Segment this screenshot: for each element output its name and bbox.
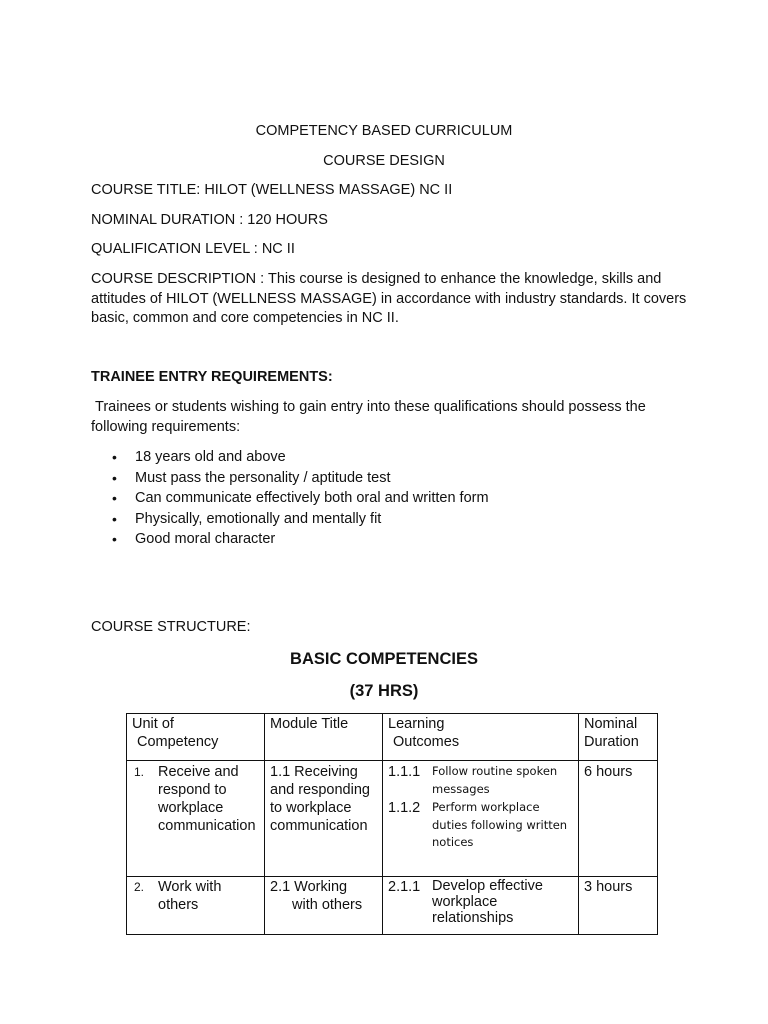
learning-outcome: [388, 763, 573, 798]
header-text: Competency: [137, 734, 219, 750]
learning-outcome: [388, 878, 573, 926]
competency-table: [126, 713, 658, 935]
module-text: 1.1 Receiving: [270, 764, 358, 780]
outcome-number: 1.1.1: [388, 764, 421, 780]
outcomes-cell: [383, 877, 579, 935]
outcome-number: 2.1.1: [388, 879, 421, 895]
requirements-heading: TRAINEE ENTRY REQUIREMENTS:: [91, 369, 333, 385]
unit-text: Receive and: [158, 764, 239, 780]
outcome-text: duties following written: [432, 817, 568, 832]
table-row: [127, 761, 658, 877]
unit-text: workplace: [158, 800, 224, 816]
outcome-text: workplace: [432, 894, 498, 910]
list-item: • Can communicate effectively both oral and written form: [91, 488, 489, 509]
unit-cell: [127, 877, 265, 935]
outcome-number: 1.1.2: [388, 800, 421, 816]
outcome-text: relationships: [432, 910, 514, 926]
list-item: • Physically, emotionally and mentally fit: [91, 509, 489, 530]
outcome-text: Perform workplace: [432, 800, 540, 814]
document-title: COMPETENCY BASED CURRICULUM: [255, 123, 513, 139]
header-text: Learning: [388, 716, 445, 732]
header-text: Unit of: [132, 716, 174, 732]
header-text: Module Title: [270, 716, 349, 732]
course-description: COURSE DESCRIPTION : This course is designed to enhance the knowledge, skills and attitudes of HILOT (WELLNESS MASSAGE) in accordance with industry standards. It covers basic, common and core competencies in NC II.: [91, 271, 687, 326]
duration-cell: 6 hours: [579, 761, 658, 877]
section-hours: (37 HRS): [349, 682, 419, 700]
module-cell: [265, 761, 383, 877]
course-title: COURSE TITLE: HILOT (WELLNESS MASSAGE) NC II: [91, 182, 453, 198]
module-cell: [265, 877, 383, 935]
header-duration: [579, 714, 658, 761]
unit-cell: [127, 761, 265, 877]
header-unit: [127, 714, 265, 761]
outcome-text: notices: [432, 835, 474, 849]
row-number: 1.: [134, 765, 145, 779]
unit-text: others: [158, 897, 199, 913]
module-text: and responding: [270, 782, 370, 798]
module-text: with others: [292, 897, 363, 913]
list-item: • Good moral character: [91, 529, 489, 550]
unit-text: Work with: [158, 879, 222, 895]
header-text: Outcomes: [393, 734, 460, 750]
requirements-intro: [91, 398, 691, 437]
unit-text: respond to: [158, 782, 227, 798]
requirements-list: [91, 447, 489, 550]
table-row: [127, 877, 658, 935]
module-text: to workplace: [270, 800, 352, 816]
section-title: BASIC COMPETENCIES: [290, 650, 478, 668]
document-subtitle: COURSE DESIGN: [323, 153, 445, 169]
header-module: [265, 714, 383, 761]
qualification-level: QUALIFICATION LEVEL : NC II: [91, 241, 295, 257]
nominal-duration: NOMINAL DURATION : 120 HOURS: [91, 212, 328, 228]
row-number: 2.: [134, 880, 145, 894]
learning-outcome: [388, 799, 573, 852]
requirements-intro-text: Trainees or students wishing to gain entry into these qualifications should possess the following requirements:: [91, 399, 646, 435]
module-text: 2.1 Working: [270, 879, 348, 895]
unit-text: communication: [158, 818, 256, 834]
header-text: Duration: [584, 734, 639, 750]
outcome-text: Develop effective: [432, 878, 543, 894]
table-header-row: [127, 714, 658, 761]
list-item: • 18 years old and above: [91, 447, 489, 468]
header-outcomes: [383, 714, 579, 761]
course-structure-label: COURSE STRUCTURE:: [91, 619, 251, 635]
list-item: • Must pass the personality / aptitude test: [91, 468, 489, 489]
outcome-text: messages: [432, 781, 490, 796]
module-text: communication: [270, 818, 368, 834]
outcomes-cell: [383, 761, 579, 877]
outcome-text: Follow routine spoken: [432, 764, 558, 778]
header-text: Nominal: [584, 716, 638, 732]
duration-cell: 3 hours: [579, 877, 658, 935]
